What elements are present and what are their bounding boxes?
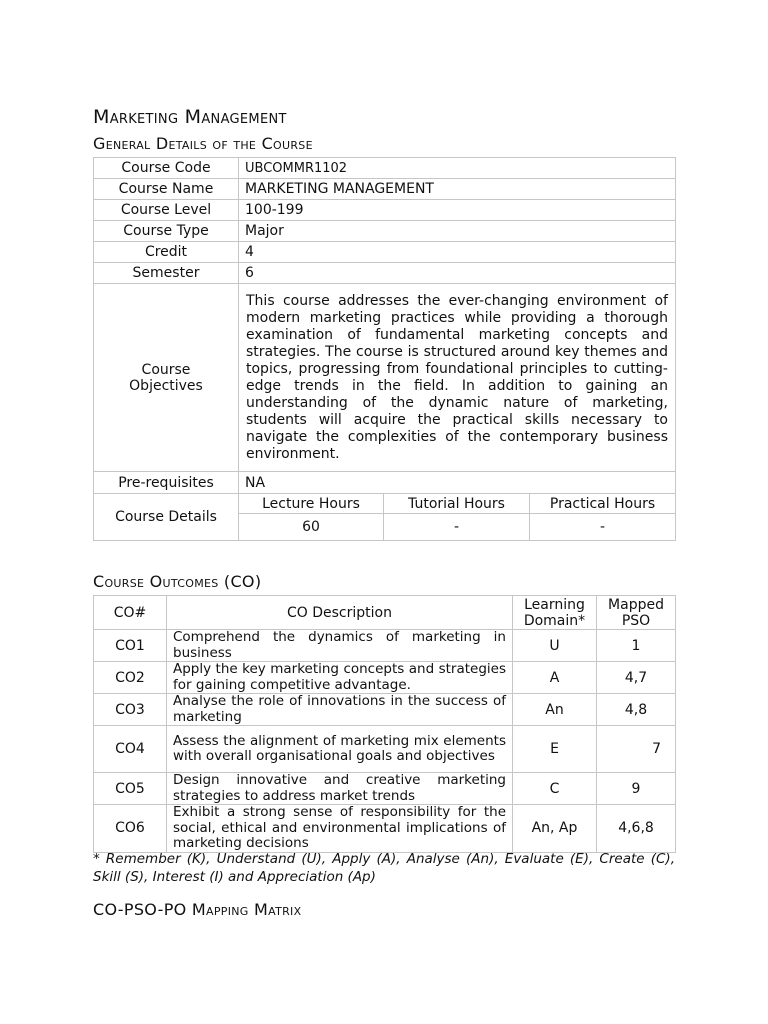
prereq-value: NA [239,472,676,494]
practical-hours-label: Practical Hours [530,494,676,514]
mapped-pso-header: Mapped PSO [597,596,676,630]
semester-label: Semester [94,263,239,284]
mapped-pso: 4,6,8 [597,805,676,853]
lecture-hours-value: 60 [239,514,384,541]
table-row [94,694,676,726]
general-details-heading: General Details of the Course [93,134,313,153]
table-row [94,773,676,805]
objectives-text: This course addresses the ever-changing environment of modern marketing practices while providing a thorough examination of fundamental marketing concepts and strategies. The course is structured around key themes and topics, progressing from foundational principles to cutting-edge trends in the field. In addition to gaining an understanding of the dynamic nature of marketing, students will acquire the practical skills necessary to navigate the complexities of the contemporary business environment. [239,284,676,472]
objectives-label: Course Objectives [94,284,239,472]
learning-domain: An, Ap [513,805,597,853]
tutorial-hours-value: - [384,514,530,541]
co-description-header: CO Description [167,596,513,630]
course-level-value: 100-199 [239,200,676,221]
objectives-row [94,284,676,472]
mapped-pso: 4,7 [597,662,676,694]
course-level-label: Course Level [94,200,239,221]
co-number: CO4 [94,726,167,773]
table-row [94,662,676,694]
co-description: Exhibit a strong sense of responsibility for the social, ethical and environmental implications of marketing decisions [167,805,513,853]
prereq-label: Pre-requisites [94,472,239,494]
credit-value: 4 [239,242,676,263]
learning-domain-footnote: * Remember (K), Understand (U), Apply (A), Analyse (An), Evaluate (E), Create (C), Skill (S), Interest (I) and Appreciation (Ap) [93,851,675,885]
course-name-value: MARKETING MANAGEMENT [239,179,676,200]
co-description: Analyse the role of innovations in the success of marketing [167,694,513,726]
co-description: Apply the key marketing concepts and strategies for gaining competitive advantage. [167,662,513,694]
co-description: Comprehend the dynamics of marketing in business [167,630,513,662]
credit-label: Credit [94,242,239,263]
learning-domain: C [513,773,597,805]
learning-domain-header: Learning Domain* [513,596,597,630]
document-title: Marketing Management [93,106,287,128]
general-details-table [93,157,676,541]
learning-domain: A [513,662,597,694]
co-number: CO1 [94,630,167,662]
course-type-label: Course Type [94,221,239,242]
co-description: Assess the alignment of marketing mix elements with overall organisational goals and objectives [167,726,513,773]
course-outcomes-table [93,595,676,853]
learning-domain: E [513,726,597,773]
semester-row [94,263,676,284]
course-level-row [94,200,676,221]
learning-domain: An [513,694,597,726]
tutorial-hours-label: Tutorial Hours [384,494,530,514]
table-row [94,805,676,853]
course-code-row [94,158,676,179]
co-header-row [94,596,676,630]
learning-domain: U [513,630,597,662]
table-row [94,726,676,773]
mapped-pso: 4,8 [597,694,676,726]
mapped-pso: 1 [597,630,676,662]
course-type-value: Major [239,221,676,242]
course-details-header-row [94,494,676,514]
course-name-label: Course Name [94,179,239,200]
credit-row [94,242,676,263]
mapped-pso: 9 [597,773,676,805]
co-number: CO2 [94,662,167,694]
co-number-header: CO# [94,596,167,630]
lecture-hours-label: Lecture Hours [239,494,384,514]
co-number: CO5 [94,773,167,805]
co-number: CO3 [94,694,167,726]
practical-hours-value: - [530,514,676,541]
course-name-row [94,179,676,200]
course-code-value: UBCOMMR1102 [239,158,676,179]
course-details-label: Course Details [94,494,239,541]
semester-value: 6 [239,263,676,284]
mapped-pso: 7 [597,726,676,773]
table-row [94,630,676,662]
prereq-row [94,472,676,494]
co-description: Design innovative and creative marketing strategies to address market trends [167,773,513,805]
course-type-row [94,221,676,242]
course-code-label: Course Code [94,158,239,179]
mapping-matrix-heading: CO-PSO-PO Mapping Matrix [93,900,302,919]
co-number: CO6 [94,805,167,853]
course-outcomes-heading: Course Outcomes (CO) [93,572,262,591]
